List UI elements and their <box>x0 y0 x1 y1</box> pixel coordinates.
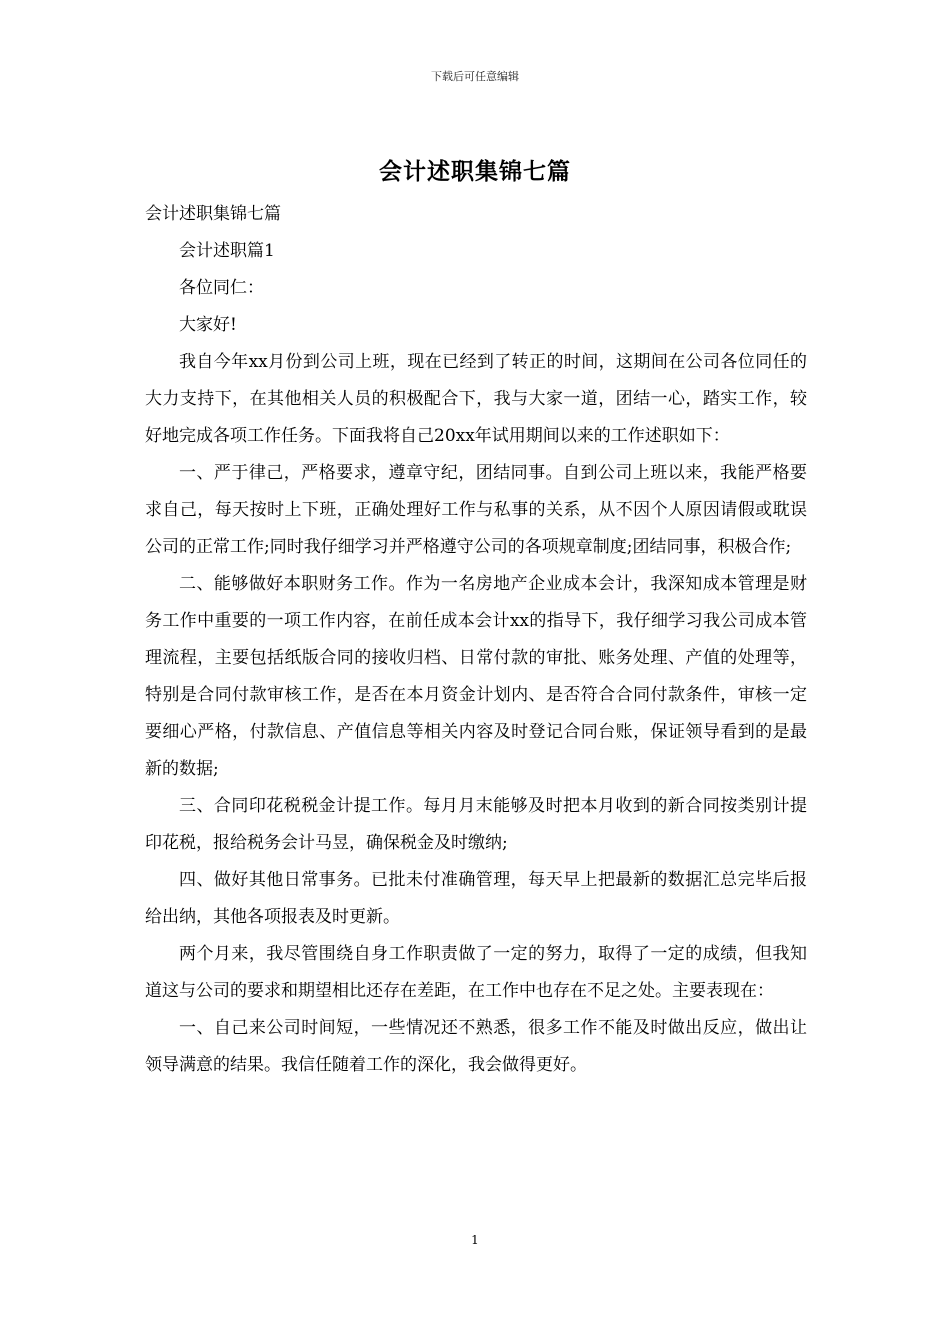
page-number: 1 <box>471 1233 479 1247</box>
document-body <box>145 196 807 1084</box>
paragraph-salutation: 各位同仁： <box>179 278 264 298</box>
paragraph: 三、合同印花税税金计提工作。每月月末能够及时把本月收到的新合同按类别计提印花税，报给税务会计马昱，确保税金及时缴纳; <box>145 796 807 853</box>
paragraph: 二、能够做好本职财务工作。作为一名房地产企业成本会计，我深知成本管理是财务工作中重要的一项工作内容，在前任成本会计xx的指导下，我仔细学习我公司成本管理流程，主要包括纸版合同的接收归档、日常付款的审批、账务处理、产值的处理等，特别是合同付款审核工作，是否在本月资金计划内、是否符合合同付款条件，审核一定要细心严格，付款信息、产值信息等相关内容及时登记合同台账，保证领导看到的是最新的数据; <box>145 574 807 779</box>
paragraph: 我自今年xx月份到公司上班，现在已经到了转正的时间，这期间在公司各位同任的大力支持下，在其他相关人员的积极配合下，我与大家一道，团结一心，踏实工作，较好地完成各项工作任务。下面我将自己20xx年试用期间以来的工作述职如下： <box>145 352 807 446</box>
paragraph-greeting: 大家好! <box>179 315 237 335</box>
paragraph: 四、做好其他日常事务。已批未付准确管理，每天早上把最新的数据汇总完毕后报给出纳，其他各项报表及时更新。 <box>145 870 807 927</box>
paragraph-subtitle: 会计述职集锦七篇 <box>145 204 281 224</box>
paragraph: 两个月来，我尽管围绕自身工作职责做了一定的努力，取得了一定的成绩，但我知道这与公司的要求和期望相比还存在差距，在工作中也存在不足之处。主要表现在： <box>145 944 807 1001</box>
paragraph-section-heading: 会计述职篇1 <box>179 241 275 261</box>
paragraph: 一、自己来公司时间短，一些情况还不熟悉，很多工作不能及时做出反应，做出让领导满意的结果。我信任随着工作的深化，我会做得更好。 <box>145 1018 807 1075</box>
paragraph: 一、严于律己，严格要求，遵章守纪，团结同事。自到公司上班以来，我能严格要求自己，每天按时上下班，正确处理好工作与私事的关系，从不因个人原因请假或耽误公司的正常工作;同时我仔细学习并严格遵守公司的各项规章制度;团结同事，积极合作; <box>145 463 807 557</box>
header-note: 下载后可任意编辑 <box>431 70 519 83</box>
document-title: 会计述职集锦七篇 <box>379 158 571 185</box>
